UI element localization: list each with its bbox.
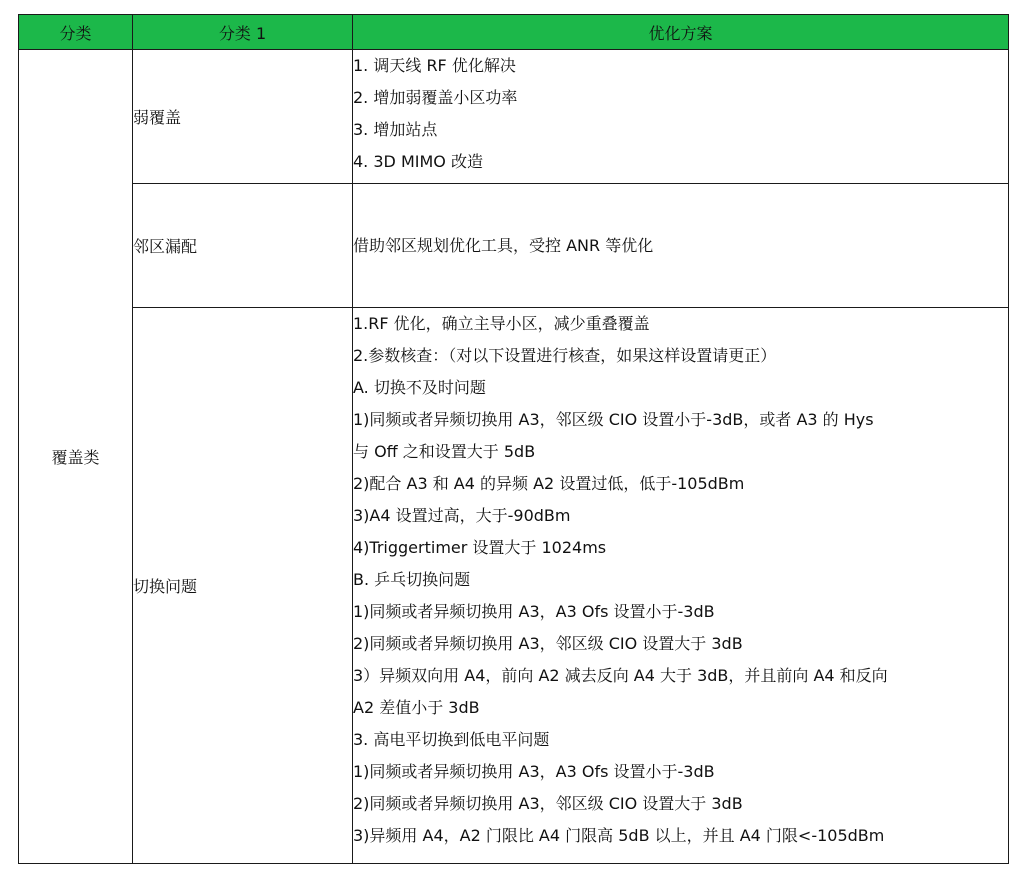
solution-line: 2)配合 A3 和 A4 的异频 A2 设置过低，低于-105dBm [353,474,745,493]
solution-line: 3）异频双向用 A4，前向 A2 减去反向 A4 大于 3dB，并且前向 A4 和反向 [353,666,888,685]
header-category: 分类 [19,15,133,50]
solution-line: 4. 3D MIMO 改造 [353,152,483,171]
solution-cell [353,308,1009,864]
table-row [19,308,1009,864]
optimization-table [18,14,1009,864]
solution-line: 3. 高电平切换到低电平问题 [353,730,550,749]
subcategory-cell: 邻区漏配 [133,184,353,308]
table-row [19,184,1009,308]
solution-line: 1)同频或者异频切换用 A3，邻区级 CIO 设置小于-3dB，或者 A3 的 Hys [353,410,874,429]
solution-line: 2. 增加弱覆盖小区功率 [353,88,518,107]
subcategory-cell: 切换问题 [133,308,353,864]
solution-line: 1.RF 优化，确立主导小区，减少重叠覆盖 [353,314,650,333]
solution-line: 3)A4 设置过高，大于-90dBm [353,506,571,525]
solution-line: 1)同频或者异频切换用 A3，A3 Ofs 设置小于-3dB [353,602,715,621]
solution-line: 3)异频用 A4，A2 门限比 A4 门限高 5dB 以上，并且 A4 门限<-105dBm [353,826,885,845]
solution-line: 2)同频或者异频切换用 A3，邻区级 CIO 设置大于 3dB [353,634,743,653]
table-row [19,50,1009,184]
solution-line: 1)同频或者异频切换用 A3，A3 Ofs 设置小于-3dB [353,762,715,781]
solution-cell [353,184,1009,308]
subcategory-cell: 弱覆盖 [133,50,353,184]
header-subcategory: 分类 1 [133,15,353,50]
solution-line: B. 乒乓切换问题 [353,570,471,589]
header-solution: 优化方案 [353,15,1009,50]
solution-line: 1. 调天线 RF 优化解决 [353,56,516,75]
solution-line: 2)同频或者异频切换用 A3，邻区级 CIO 设置大于 3dB [353,794,743,813]
category-cell: 覆盖类 [19,50,133,864]
solution-line: A. 切换不及时问题 [353,378,486,397]
solution-cell [353,50,1009,184]
solution-line: 2.参数核查：（对以下设置进行核查，如果这样设置请更正） [353,346,777,365]
solution-line: 借助邻区规划优化工具，受控 ANR 等优化 [353,235,654,255]
solution-line: 3. 增加站点 [353,120,438,139]
header-row [19,15,1009,50]
solution-line: A2 差值小于 3dB [353,698,480,717]
solution-line: 与 Off 之和设置大于 5dB [353,442,536,461]
solution-line: 4)Triggertimer 设置大于 1024ms [353,538,607,557]
